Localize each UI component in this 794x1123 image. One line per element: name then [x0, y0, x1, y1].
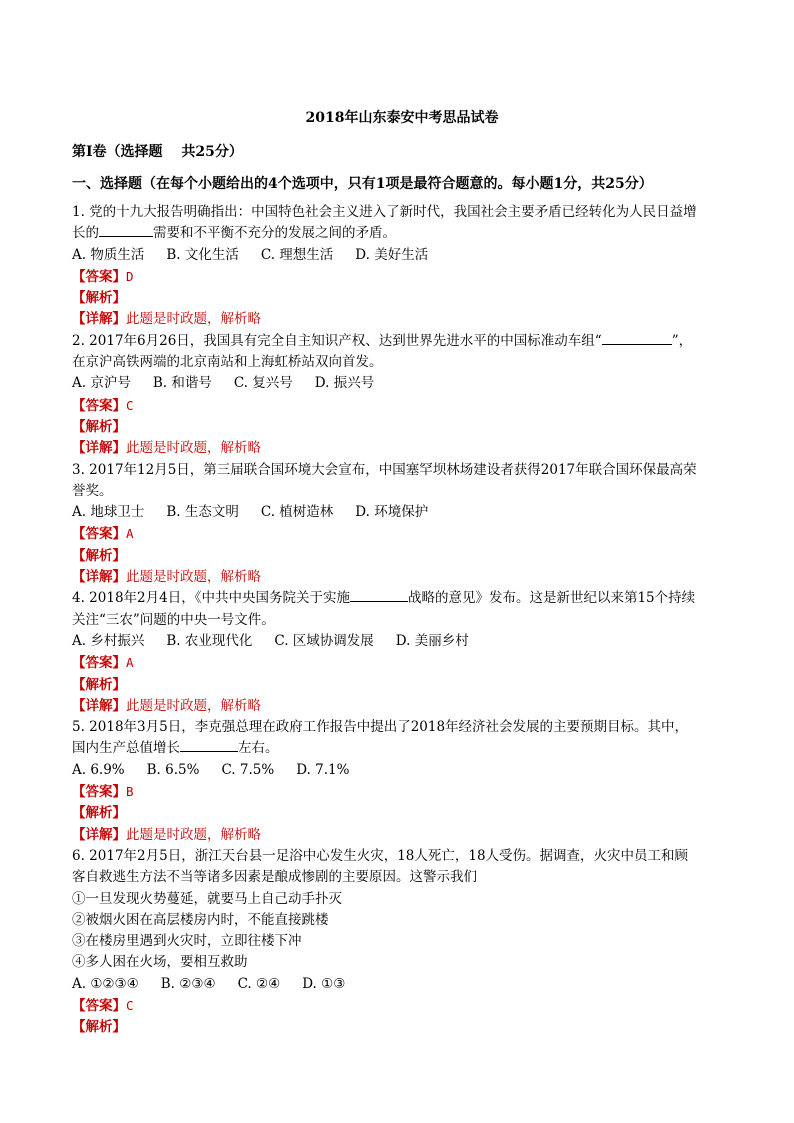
question-4 — [72, 588, 732, 717]
option-b: B. 和谐号 — [152, 375, 212, 392]
options-row — [72, 974, 732, 995]
detail-label: 【详解】 — [72, 440, 126, 457]
detail-text: 此题是时政题，解析略 — [126, 569, 261, 586]
exam-page — [72, 108, 732, 1039]
options-row — [72, 760, 732, 781]
analysis-line — [72, 417, 732, 438]
detail-label: 【详解】 — [72, 569, 126, 586]
option-a: A. 物质生活 — [72, 246, 145, 263]
analysis-label: 【解析】 — [72, 418, 126, 435]
detail-line — [72, 696, 732, 717]
statement-1: ①一旦发现火势蔓延，就要马上自己动手扑灭 — [72, 890, 342, 907]
analysis-label: 【解析】 — [72, 805, 126, 822]
question-stem-line: 5. 2018年3月5日，李克强总理在政府工作报告中提出了2018年经济社会发展的主要预期目标。其中， — [72, 719, 689, 736]
analysis-line — [72, 288, 732, 309]
answer-line — [72, 995, 732, 1017]
option-a: A. 6.9% — [72, 761, 125, 778]
question-3 — [72, 460, 732, 589]
answer-line — [72, 781, 732, 803]
answer-blank — [602, 332, 672, 345]
question-stem-line: 在京沪高铁两端的北京南站和上海虹桥站双向首发。 — [72, 354, 383, 371]
option-b: B. 生态文明 — [166, 504, 239, 521]
analysis-line — [72, 1017, 732, 1038]
option-d: D. 振兴号 — [314, 375, 375, 392]
option-a: A. 地球卫士 — [72, 504, 145, 521]
answer-value: A — [126, 655, 134, 671]
answer-label: 【答案】 — [72, 655, 126, 672]
option-c: C. 植树造林 — [260, 504, 334, 521]
question-stem-line: 誉奖。 — [72, 482, 113, 499]
analysis-line — [72, 675, 732, 696]
option-a: A. 京沪号 — [72, 375, 131, 392]
detail-label: 【详解】 — [72, 826, 126, 843]
answer-line — [72, 395, 732, 417]
question-stem-line: 国内生产总值增长 左右。 — [72, 740, 279, 757]
option-c: C. 区域协调发展 — [274, 632, 374, 649]
question-2 — [72, 331, 732, 460]
statement-4: ④多人困在火场，要相互救助 — [72, 954, 248, 971]
question-6 — [72, 846, 732, 1039]
statement-3: ③在楼房里遇到火灾时，立即往楼下冲 — [72, 933, 302, 950]
detail-text: 此题是时政题，解析略 — [126, 440, 261, 457]
volume-heading: 第I卷（选择题 共25分） — [72, 144, 243, 160]
part-heading: 一、选择题（在每个小题给出的4个选项中，只有1项是最符合题意的。每小题1分，共25分） — [72, 176, 653, 192]
analysis-line — [72, 803, 732, 824]
detail-line — [72, 438, 732, 459]
option-c: C. 7.5% — [221, 761, 275, 778]
detail-text: 此题是时政题，解析略 — [126, 311, 261, 328]
answer-value: B — [126, 784, 134, 800]
options-row — [72, 373, 732, 394]
analysis-label: 【解析】 — [72, 676, 126, 693]
option-d: D. 美丽乡村 — [395, 632, 469, 649]
question-stem-line: 长的 需要和不平衡不充分的发展之间的矛盾。 — [72, 225, 396, 242]
answer-value: C — [126, 997, 134, 1013]
detail-text: 此题是时政题，解析略 — [126, 697, 261, 714]
answer-line — [72, 652, 732, 674]
option-d: D. 7.1% — [296, 761, 350, 778]
option-c: C. ②④ — [237, 975, 281, 992]
analysis-line — [72, 546, 732, 567]
option-a: A. 乡村振兴 — [72, 632, 145, 649]
exam-title: 2018年山东泰安中考思品试卷 — [305, 110, 499, 126]
options-row — [72, 502, 732, 523]
answer-blank — [350, 589, 408, 602]
detail-label: 【详解】 — [72, 311, 126, 328]
option-b: B. 6.5% — [146, 761, 200, 778]
answer-label: 【答案】 — [72, 997, 126, 1014]
option-b: B. 文化生活 — [166, 246, 239, 263]
answer-label: 【答案】 — [72, 784, 126, 801]
answer-line — [72, 266, 732, 288]
question-1 — [72, 202, 732, 331]
answer-blank — [99, 224, 153, 237]
detail-label: 【详解】 — [72, 697, 126, 714]
question-stem-line: 客自救逃生方法不当等诸多因素是酿成惨剧的主要原因。这警示我们 — [72, 869, 477, 886]
answer-line — [72, 523, 732, 545]
options-row — [72, 245, 732, 266]
option-c: C. 理想生活 — [260, 246, 334, 263]
answer-value: C — [126, 397, 134, 413]
question-stem-line: 4. 2018年2月4日，《中共中央国务院关于实施 战略的意见》发布。这是新世纪以来第15个持续 — [72, 590, 696, 607]
analysis-label: 【解析】 — [72, 547, 126, 564]
question-stem-line: 3. 2017年12月5日，第三届联合国环境大会宣布，中国塞罕坝林场建设者获得2017年联合国环保最高荣 — [72, 461, 697, 478]
statement-2: ②被烟火困在高层楼房内时，不能直接跳楼 — [72, 911, 329, 928]
question-stem-line: 6. 2017年2月5日，浙江天台县一足浴中心发生火灾，18人死亡，18人受伤。据调查，火灾中员工和顾 — [72, 847, 689, 864]
detail-line — [72, 825, 732, 846]
answer-value: A — [126, 526, 134, 542]
analysis-label: 【解析】 — [72, 1019, 126, 1036]
options-row — [72, 631, 732, 652]
question-stem-line: 关注“三农”问题的中央一号文件。 — [72, 611, 275, 628]
analysis-label: 【解析】 — [72, 290, 126, 307]
question-stem-line: 2. 2017年6月26日，我国具有完全自主知识产权、达到世界先进水平的中国标准动车组“ ”， — [72, 332, 693, 349]
detail-text: 此题是时政题，解析略 — [126, 826, 261, 843]
option-b: B. 农业现代化 — [166, 632, 253, 649]
answer-label: 【答案】 — [72, 268, 126, 285]
option-d: D. 环境保护 — [355, 504, 429, 521]
option-d: D. 美好生活 — [355, 246, 429, 263]
answer-value: D — [126, 268, 134, 284]
option-c: C. 复兴号 — [233, 375, 293, 392]
option-d: D. ①③ — [302, 975, 346, 992]
question-5 — [72, 717, 732, 846]
answer-label: 【答案】 — [72, 526, 126, 543]
option-a: A. ①②③④ — [72, 975, 139, 992]
answer-label: 【答案】 — [72, 397, 126, 414]
option-b: B. ②③④ — [160, 975, 216, 992]
question-stem-line: 1. 党的十九大报告明确指出：中国特色社会主义进入了新时代，我国社会主要矛盾已经转化为人民日益增 — [72, 204, 697, 220]
detail-line — [72, 567, 732, 588]
answer-blank — [180, 739, 238, 752]
detail-line — [72, 309, 732, 330]
